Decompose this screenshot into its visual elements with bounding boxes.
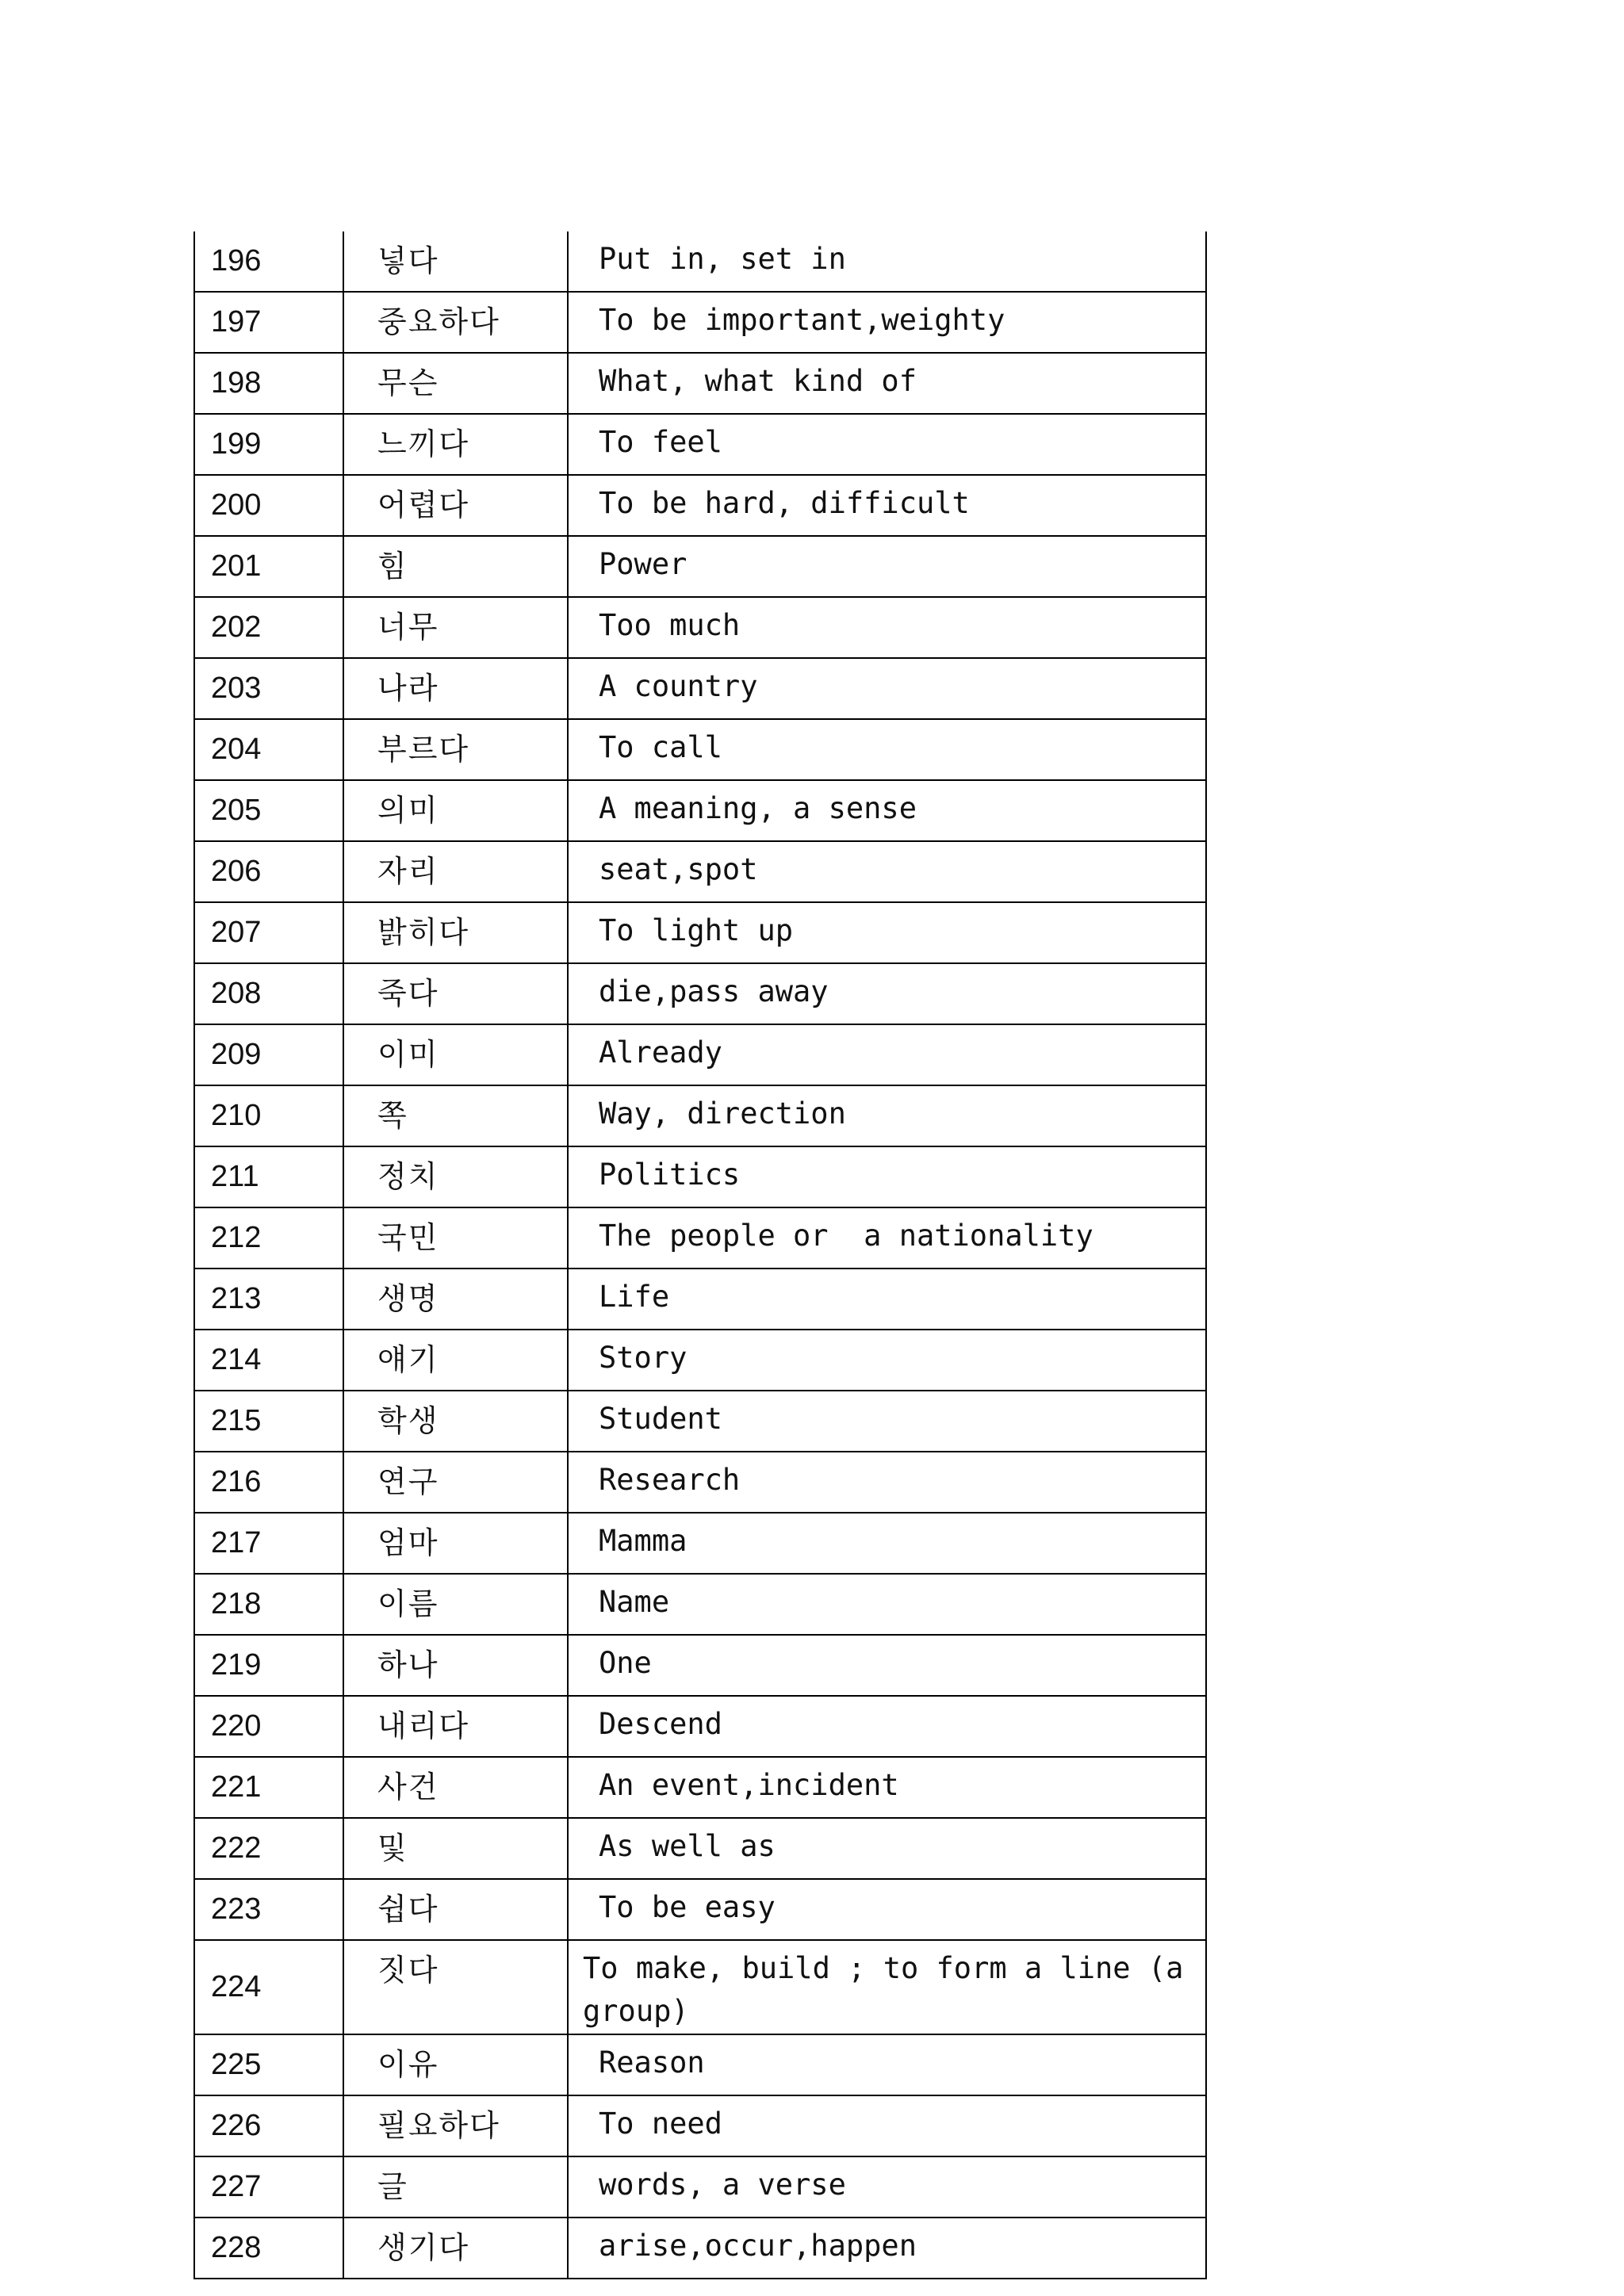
table-row bbox=[194, 1269, 1206, 1330]
table-row bbox=[194, 1940, 1206, 2034]
korean-word: 이미 bbox=[343, 1024, 568, 1085]
english-meaning: To make, build ; to form a line (a group) bbox=[568, 1940, 1206, 2034]
row-number: 219 bbox=[194, 1635, 343, 1696]
row-number: 216 bbox=[194, 1452, 343, 1513]
korean-word: 연구 bbox=[343, 1452, 568, 1513]
table-row bbox=[194, 1635, 1206, 1696]
table-row bbox=[194, 1696, 1206, 1757]
table-row bbox=[194, 536, 1206, 597]
english-meaning: What, what kind of bbox=[568, 353, 1206, 414]
table-row bbox=[194, 1513, 1206, 1574]
table-row bbox=[194, 780, 1206, 841]
row-number: 203 bbox=[194, 658, 343, 719]
table-row bbox=[194, 597, 1206, 658]
row-number: 212 bbox=[194, 1207, 343, 1269]
korean-word: 학생 bbox=[343, 1391, 568, 1452]
english-meaning: Name bbox=[568, 1574, 1206, 1635]
row-number: 204 bbox=[194, 719, 343, 780]
row-number: 213 bbox=[194, 1269, 343, 1330]
row-number: 201 bbox=[194, 536, 343, 597]
english-meaning: To be important,weighty bbox=[568, 292, 1206, 353]
korean-word: 자리 bbox=[343, 841, 568, 902]
row-number: 218 bbox=[194, 1574, 343, 1635]
english-meaning: To be easy bbox=[568, 1879, 1206, 1940]
table-row bbox=[194, 2218, 1206, 2279]
korean-word: 필요하다 bbox=[343, 2095, 568, 2156]
english-meaning: As well as bbox=[568, 1818, 1206, 1879]
table-row bbox=[194, 475, 1206, 536]
english-meaning: Student bbox=[568, 1391, 1206, 1452]
row-number: 198 bbox=[194, 353, 343, 414]
table-row bbox=[194, 2156, 1206, 2218]
row-number: 199 bbox=[194, 414, 343, 475]
english-meaning: Put in, set in bbox=[568, 232, 1206, 292]
korean-word: 글 bbox=[343, 2156, 568, 2218]
row-number: 202 bbox=[194, 597, 343, 658]
english-meaning: arise,occur,happen bbox=[568, 2218, 1206, 2279]
english-meaning: Way, direction bbox=[568, 1085, 1206, 1146]
row-number: 211 bbox=[194, 1146, 343, 1207]
korean-word: 내리다 bbox=[343, 1696, 568, 1757]
korean-word: 생명 bbox=[343, 1269, 568, 1330]
english-meaning: Story bbox=[568, 1330, 1206, 1391]
row-number: 210 bbox=[194, 1085, 343, 1146]
row-number: 222 bbox=[194, 1818, 343, 1879]
table-row bbox=[194, 1146, 1206, 1207]
table-row bbox=[194, 963, 1206, 1024]
korean-word: 짓다 bbox=[343, 1940, 568, 2034]
row-number: 225 bbox=[194, 2034, 343, 2095]
korean-word: 나라 bbox=[343, 658, 568, 719]
row-number: 215 bbox=[194, 1391, 343, 1452]
korean-word: 부르다 bbox=[343, 719, 568, 780]
row-number: 205 bbox=[194, 780, 343, 841]
table-row bbox=[194, 1574, 1206, 1635]
english-meaning: To call bbox=[568, 719, 1206, 780]
table-row bbox=[194, 719, 1206, 780]
vocabulary-table-body bbox=[194, 232, 1206, 2279]
korean-word: 밝히다 bbox=[343, 902, 568, 963]
row-number: 224 bbox=[194, 1940, 343, 2034]
english-meaning: Already bbox=[568, 1024, 1206, 1085]
english-meaning: Mamma bbox=[568, 1513, 1206, 1574]
korean-word: 쉽다 bbox=[343, 1879, 568, 1940]
row-number: 209 bbox=[194, 1024, 343, 1085]
row-number: 221 bbox=[194, 1757, 343, 1818]
row-number: 227 bbox=[194, 2156, 343, 2218]
english-meaning: Reason bbox=[568, 2034, 1206, 2095]
vocabulary-table bbox=[193, 232, 1207, 2279]
korean-word: 이유 bbox=[343, 2034, 568, 2095]
korean-word: 무슨 bbox=[343, 353, 568, 414]
english-meaning: seat,spot bbox=[568, 841, 1206, 902]
table-row bbox=[194, 1879, 1206, 1940]
row-number: 228 bbox=[194, 2218, 343, 2279]
english-meaning: words, a verse bbox=[568, 2156, 1206, 2218]
korean-word: 및 bbox=[343, 1818, 568, 1879]
row-number: 196 bbox=[194, 232, 343, 292]
korean-word: 힘 bbox=[343, 536, 568, 597]
english-meaning: Politics bbox=[568, 1146, 1206, 1207]
english-meaning: To need bbox=[568, 2095, 1206, 2156]
korean-word: 너무 bbox=[343, 597, 568, 658]
korean-word: 정치 bbox=[343, 1146, 568, 1207]
korean-word: 쪽 bbox=[343, 1085, 568, 1146]
english-meaning: Research bbox=[568, 1452, 1206, 1513]
korean-word: 국민 bbox=[343, 1207, 568, 1269]
english-meaning: Power bbox=[568, 536, 1206, 597]
korean-word: 하나 bbox=[343, 1635, 568, 1696]
row-number: 197 bbox=[194, 292, 343, 353]
english-meaning: A meaning, a sense bbox=[568, 780, 1206, 841]
korean-word: 엄마 bbox=[343, 1513, 568, 1574]
table-row bbox=[194, 353, 1206, 414]
row-number: 206 bbox=[194, 841, 343, 902]
table-row bbox=[194, 1818, 1206, 1879]
english-meaning: Too much bbox=[568, 597, 1206, 658]
korean-word: 이름 bbox=[343, 1574, 568, 1635]
row-number: 223 bbox=[194, 1879, 343, 1940]
row-number: 214 bbox=[194, 1330, 343, 1391]
table-row bbox=[194, 414, 1206, 475]
table-row bbox=[194, 658, 1206, 719]
english-meaning: To be hard, difficult bbox=[568, 475, 1206, 536]
english-meaning: die,pass away bbox=[568, 963, 1206, 1024]
korean-word: 죽다 bbox=[343, 963, 568, 1024]
row-number: 207 bbox=[194, 902, 343, 963]
english-meaning: A country bbox=[568, 658, 1206, 719]
row-number: 200 bbox=[194, 475, 343, 536]
table-row bbox=[194, 292, 1206, 353]
korean-word: 사건 bbox=[343, 1757, 568, 1818]
table-row bbox=[194, 1024, 1206, 1085]
english-meaning: To feel bbox=[568, 414, 1206, 475]
row-number: 217 bbox=[194, 1513, 343, 1574]
table-row bbox=[194, 1391, 1206, 1452]
table-row bbox=[194, 2095, 1206, 2156]
table-row bbox=[194, 1330, 1206, 1391]
row-number: 226 bbox=[194, 2095, 343, 2156]
table-row bbox=[194, 2034, 1206, 2095]
english-meaning: Descend bbox=[568, 1696, 1206, 1757]
english-meaning: One bbox=[568, 1635, 1206, 1696]
row-number: 220 bbox=[194, 1696, 343, 1757]
korean-word: 의미 bbox=[343, 780, 568, 841]
english-meaning: The people or a nationality bbox=[568, 1207, 1206, 1269]
korean-word: 생기다 bbox=[343, 2218, 568, 2279]
korean-word: 느끼다 bbox=[343, 414, 568, 475]
korean-word: 어렵다 bbox=[343, 475, 568, 536]
english-meaning: To light up bbox=[568, 902, 1206, 963]
table-row bbox=[194, 1452, 1206, 1513]
row-number: 208 bbox=[194, 963, 343, 1024]
table-row bbox=[194, 902, 1206, 963]
english-meaning: An event,incident bbox=[568, 1757, 1206, 1818]
english-meaning: Life bbox=[568, 1269, 1206, 1330]
table-row bbox=[194, 1207, 1206, 1269]
table-row bbox=[194, 1757, 1206, 1818]
korean-word: 넣다 bbox=[343, 232, 568, 292]
table-row bbox=[194, 232, 1206, 292]
table-row bbox=[194, 841, 1206, 902]
table-row bbox=[194, 1085, 1206, 1146]
korean-word: 얘기 bbox=[343, 1330, 568, 1391]
korean-word: 중요하다 bbox=[343, 292, 568, 353]
